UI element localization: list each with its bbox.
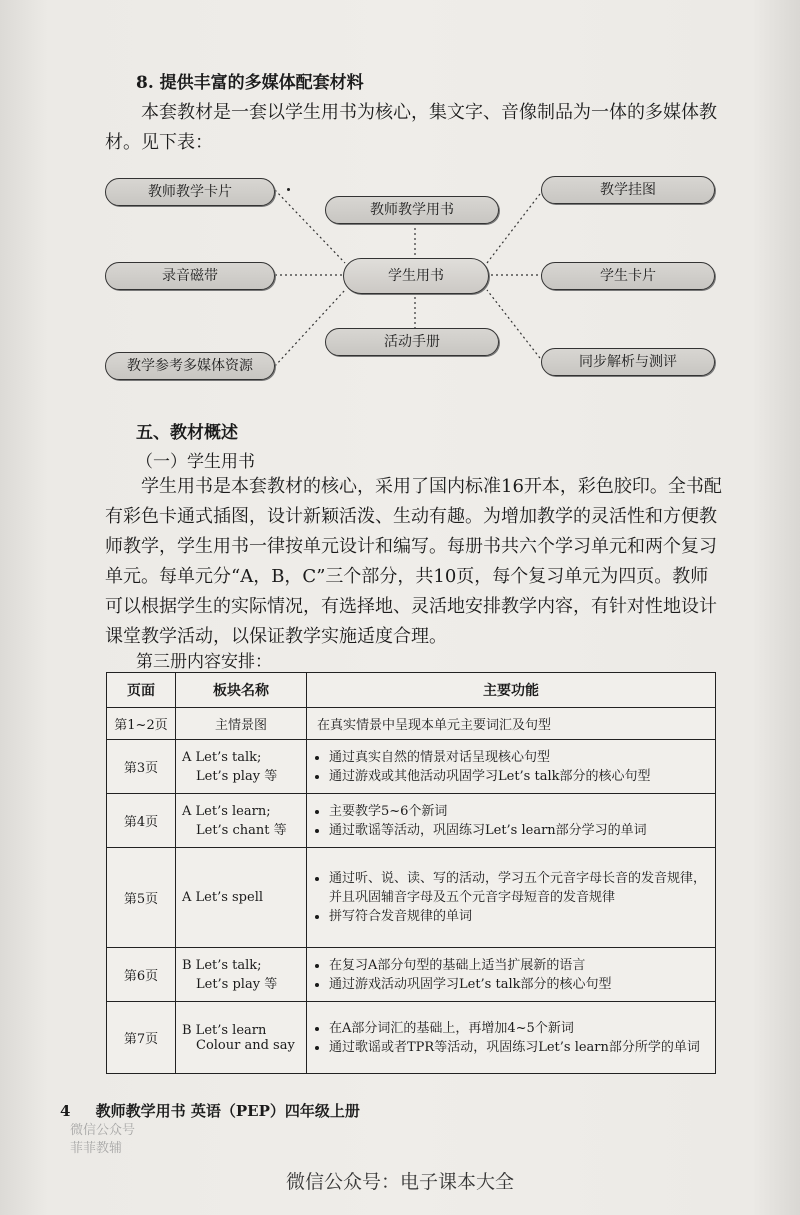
cell-page: 第3页 <box>107 740 176 794</box>
cell-section <box>176 848 307 948</box>
cell-function <box>307 740 716 794</box>
stray-dot <box>287 188 290 191</box>
table-row <box>107 848 716 948</box>
section-label-2: Colour and say <box>196 1037 295 1053</box>
watermark-line-2: 菲菲教辅 <box>70 1141 123 1156</box>
section-8-heading: 8. 提供丰富的多媒体配套材料 <box>136 73 364 93</box>
node-sync-analysis: 同步解析与测评 <box>541 348 715 376</box>
section-label: A Let’s learn; <box>182 803 271 819</box>
cell-page: 第7页 <box>107 1002 176 1074</box>
cell-page: 第6页 <box>107 948 176 1002</box>
function-item: • 通过歌谣或者TPR等活动，巩固练习Let’s learn部分所学的单词 <box>329 1038 709 1057</box>
table-title: 第三册内容安排： <box>136 652 272 672</box>
node-multimedia-resources: 教学参考多媒体资源 <box>105 352 275 380</box>
function-item: • 主要教学5~6个新词 <box>329 802 709 821</box>
node-audio-tapes: 录音磁带 <box>105 262 275 290</box>
section-5-paragraph: 学生用书是本套教材的核心，采用了国内标准16开本，彩色胶印。全书配有彩色卡通式插图，设计新颖活泼、生动有趣。为增加教学的灵活性和方便教师教学，学生用书一律按单元设计和编写。每册书共六个学习单元和两个复习单元。每单元分“A，B，C”三个部分，共10页，每个复习单元为四页。教师可以根据学生的实际情况，有选择地、灵活地安排教学内容，有针对性地设计课堂教学活动，以保证教学实施适度合理。 <box>105 476 722 647</box>
table-row <box>107 1002 716 1074</box>
cell-section <box>176 794 307 848</box>
cell-function <box>307 794 716 848</box>
header-function: 主要功能 <box>307 673 716 708</box>
section-5-subheading: （一）学生用书 <box>136 452 255 472</box>
cell-section <box>176 740 307 794</box>
cell-section <box>176 1002 307 1074</box>
node-teacher-book: 教师教学用书 <box>325 196 499 224</box>
node-student-book: 学生用书 <box>343 258 489 294</box>
section-label: A Let’s talk; <box>182 749 262 765</box>
function-item: • 通过听、说、读、写的活动，学习五个元音字母长音的发音规律，并且巩固辅音字母及五个元音字母短音的发音规律 <box>329 869 709 907</box>
book-title: 教师教学用书 英语（PEP）四年级上册 <box>95 1102 360 1120</box>
table-row <box>107 948 716 1002</box>
section-label: A Let’s spell <box>182 890 264 905</box>
function-item: • 通过歌谣等活动，巩固练习Let’s learn部分学习的单词 <box>329 821 709 840</box>
section-label-2: Let’s play 等 <box>196 976 278 992</box>
table-row <box>107 708 716 740</box>
node-activity-book: 活动手册 <box>325 328 499 356</box>
bottom-caption: 微信公众号：电子课本大全 <box>285 1171 514 1193</box>
function-item: • 在复习A部分句型的基础上适当扩展新的语言 <box>329 956 709 975</box>
function-item: • 拼写符合发音规律的单词 <box>329 907 709 926</box>
function-item: • 在A部分词汇的基础上，再增加4~5个新词 <box>329 1019 709 1038</box>
cell-section <box>176 948 307 1002</box>
cell-function <box>307 708 716 740</box>
section-label-2: Let’s chant 等 <box>196 822 287 838</box>
cell-section <box>176 708 307 740</box>
section-label: 主情景图 <box>214 718 267 733</box>
page-number: 4 <box>60 1102 71 1120</box>
content-table <box>106 672 716 1074</box>
function-item: • 通过真实自然的情景对话呈现核心句型 <box>329 748 709 767</box>
watermark-line-1: 微信公众号 <box>70 1123 136 1138</box>
header-section: 板块名称 <box>176 673 307 708</box>
table-header-row <box>107 673 716 708</box>
section-label: B Let’s talk; <box>182 957 262 973</box>
cell-page: 第5页 <box>107 848 176 948</box>
function-item: • 通过游戏活动巩固学习Let’s talk部分的核心句型 <box>329 975 709 994</box>
cell-page: 第4页 <box>107 794 176 848</box>
section-label-2: Let’s play 等 <box>196 768 278 784</box>
node-wall-charts: 教学挂图 <box>541 176 715 204</box>
cell-function <box>307 848 716 948</box>
cell-function <box>307 1002 716 1074</box>
function-item: 在真实情景中呈现本单元主要词汇及句型 <box>317 718 552 733</box>
node-student-cards: 学生卡片 <box>541 262 715 290</box>
section-8-paragraph: 本套教材是一套以学生用书为核心，集文字、音像制品为一体的多媒体教材。见下表： <box>105 102 717 153</box>
table-row <box>107 740 716 794</box>
section-label: B Let’s learn <box>182 1022 267 1038</box>
cell-function <box>307 948 716 1002</box>
function-item: • 通过游戏或其他活动巩固学习Let’s talk部分的核心句型 <box>329 767 709 786</box>
section-5-heading: 五、教材概述 <box>136 423 238 443</box>
multimedia-diagram <box>95 168 735 388</box>
watermark <box>70 1108 135 1158</box>
table-row <box>107 794 716 848</box>
cell-page: 第1~2页 <box>107 708 176 740</box>
node-teacher-cards: 教师教学卡片 <box>105 178 275 206</box>
header-page: 页面 <box>107 673 176 708</box>
